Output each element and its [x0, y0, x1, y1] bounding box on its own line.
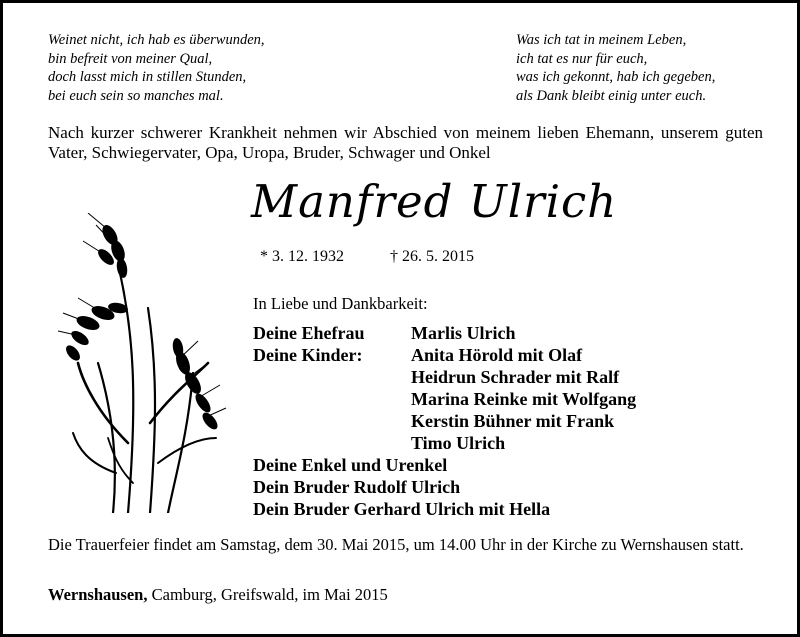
- poem-line: Was ich tat in meinem Leben,: [516, 32, 687, 48]
- family-entry: Dein Bruder Gerhard Ulrich mit Hella: [253, 499, 551, 519]
- thanks-line: In Liebe und Dankbarkeit:: [253, 294, 428, 313]
- family-row: [253, 322, 636, 344]
- family-name: Marina Reinke mit Wolfgang: [411, 389, 637, 409]
- family-row: [253, 388, 636, 410]
- family-name: Heidrun Schrader mit Ralf: [411, 367, 620, 387]
- funeral-info: Die Trauerfeier findet am Samstag, dem 30. Mai 2015, um 14.00 Uhr in der Kirche zu Wernshausen statt.: [48, 535, 744, 554]
- family-row: [253, 410, 636, 432]
- poem-line: bei euch sein so manches mal.: [48, 87, 224, 104]
- family-entry: Dein Bruder Rudolf Ulrich: [253, 477, 461, 497]
- family-row: [253, 366, 636, 388]
- place-primary: Wernshausen,: [48, 585, 148, 604]
- wheat-stalks-icon: [58, 213, 228, 513]
- announcement-text: Nach kurzer schwerer Krankheit nehmen wir Abschied von meinem lieben Ehemann, unserem guten Vater, Schwiegervater, Opa, Uropa, Bruder, Schwager und Onkel: [48, 123, 763, 162]
- family-name: Timo Ulrich: [411, 433, 506, 453]
- family-row: [253, 498, 636, 520]
- family-row: [253, 454, 636, 476]
- family-list: [253, 322, 636, 520]
- family-row: [253, 432, 636, 454]
- family-label: Deine Ehefrau: [253, 323, 365, 343]
- family-name: Anita Hörold mit Olaf: [411, 345, 583, 365]
- family-entry: Deine Enkel und Urenkel: [253, 455, 448, 475]
- place-rest: Camburg, Greifswald, im Mai 2015: [147, 585, 388, 604]
- family-name: Marlis Ulrich: [411, 323, 516, 343]
- deceased-name: Manfred Ulrich: [251, 175, 618, 228]
- poem-line: bin befreit von meiner Qual,: [48, 50, 213, 67]
- life-dates: [260, 248, 474, 266]
- poem-line: Weinet nicht, ich hab es überwunden,: [48, 32, 265, 48]
- poem-line: doch lasst mich in stillen Stunden,: [48, 69, 247, 85]
- poem-line: als Dank bleibt einig unter euch.: [516, 87, 707, 104]
- family-row: [253, 476, 636, 498]
- poem-line: ich tat es nur für euch,: [516, 50, 648, 67]
- family-name: Kerstin Bühner mit Frank: [411, 411, 615, 431]
- poem-line: was ich gekonnt, hab ich gegeben,: [516, 69, 716, 85]
- places-line: [48, 585, 388, 605]
- family-label: Deine Kinder:: [253, 345, 363, 365]
- poem-right: [516, 31, 715, 105]
- family-row: [253, 344, 636, 366]
- birth-date: * 3. 12. 1932: [260, 248, 344, 265]
- death-date: † 26. 5. 2015: [390, 248, 474, 265]
- poem-left: [48, 31, 265, 105]
